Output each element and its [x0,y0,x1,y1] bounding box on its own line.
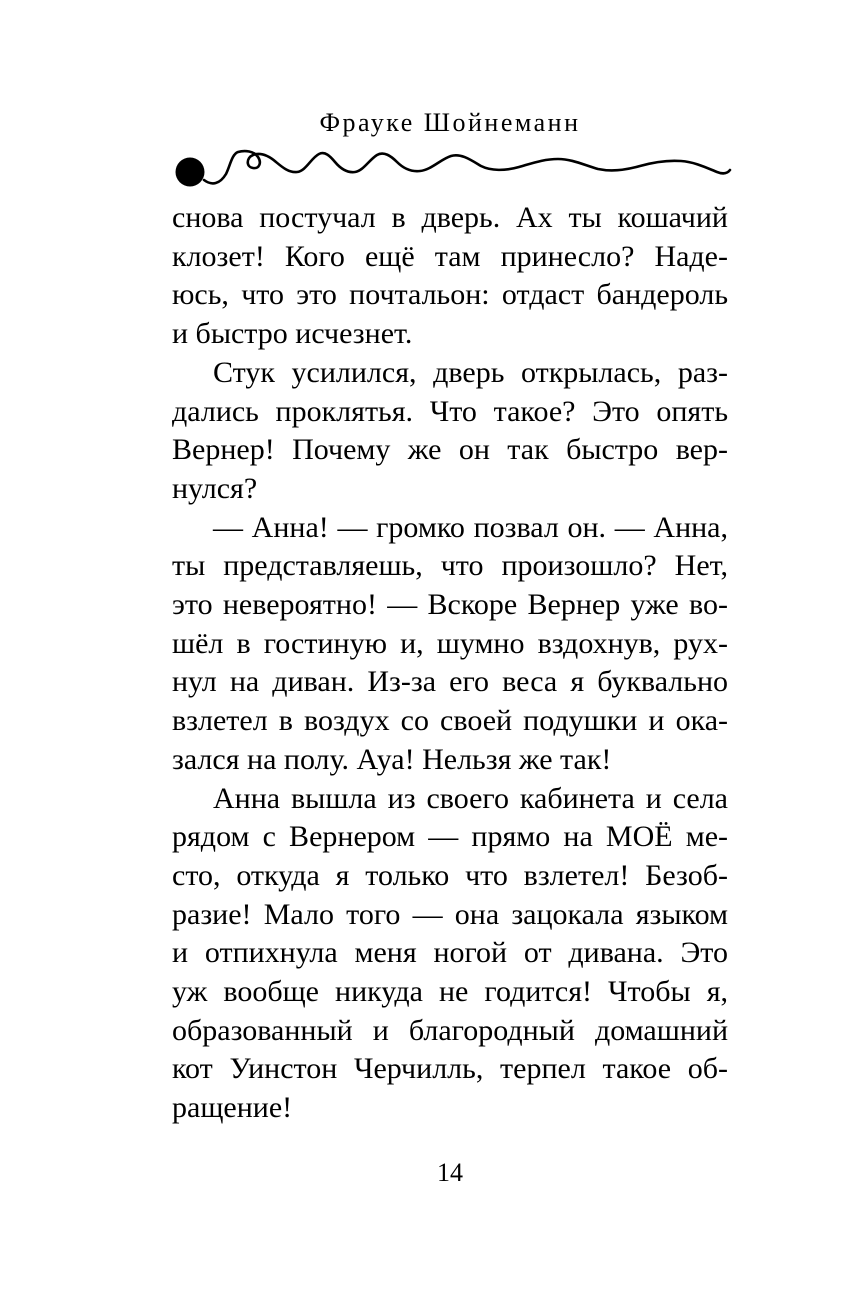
yarn-ball-icon [176,158,205,187]
text-line: образованный и благородный домашний [172,1013,728,1047]
text-line: Вернер! Почему же он так быстро вер- [172,433,728,467]
text-line: ращение! [172,1091,293,1125]
text-line: клозет! Кого ещё там принесло? Наде- [172,239,728,273]
text-line: уж вообще никуда не годится! Чтобы я, [172,975,728,1009]
text-line: юсь, что это почтальон: отдаст бандероль [172,278,728,312]
text-line: зался на полу. Ауа! Нельзя же так! [172,742,612,776]
text-line: разие! Мало того — она зацокала языком [172,897,728,931]
page-number: 14 [437,1158,463,1187]
text-line: сто, откуда я только что взлетел! Безоб- [172,858,728,892]
text-line: и отпихнула меня ногой от дивана. Это [172,936,728,970]
yarn-ball-squiggle-icon [170,142,735,200]
text-line: Стук усилился, дверь открылась, раз- [213,355,728,389]
paragraph [172,354,728,509]
paragraph [172,509,728,780]
body-text [172,199,728,1128]
text-line: кот Уинстон Черчилль, терпел такое об- [172,1052,728,1086]
yarn-thread-line [204,151,730,183]
text-line: взлетел в воздух со своей подушки и ока- [172,704,728,738]
text-line: это невероятно! — Вскоре Вернер уже во- [172,588,728,622]
text-line: шёл в гостиную и, шумно вздохнув, рух- [172,626,728,660]
text-line: нулся? [172,471,258,505]
page-header-author: Фрауке Шойнеманн [319,108,581,137]
text-line: Анна вышла из своего кабинета и села [213,781,728,815]
text-line: нул на диван. Из-за его веса я буквально [172,665,728,699]
text-line: дались проклятья. Что такое? Это опять [172,394,728,428]
text-line: и быстро исчезнет. [172,317,413,351]
paragraph [172,199,728,354]
text-line: ты представляешь, что произошло? Нет, [172,549,728,583]
paragraph [172,780,728,1128]
text-line: рядом с Вернером — прямо на МОЁ ме- [172,820,728,854]
text-line: снова постучал в дверь. Ах ты кошачий [172,201,728,234]
text-line: — Анна! — громко позвал он. — Анна, [213,510,728,544]
